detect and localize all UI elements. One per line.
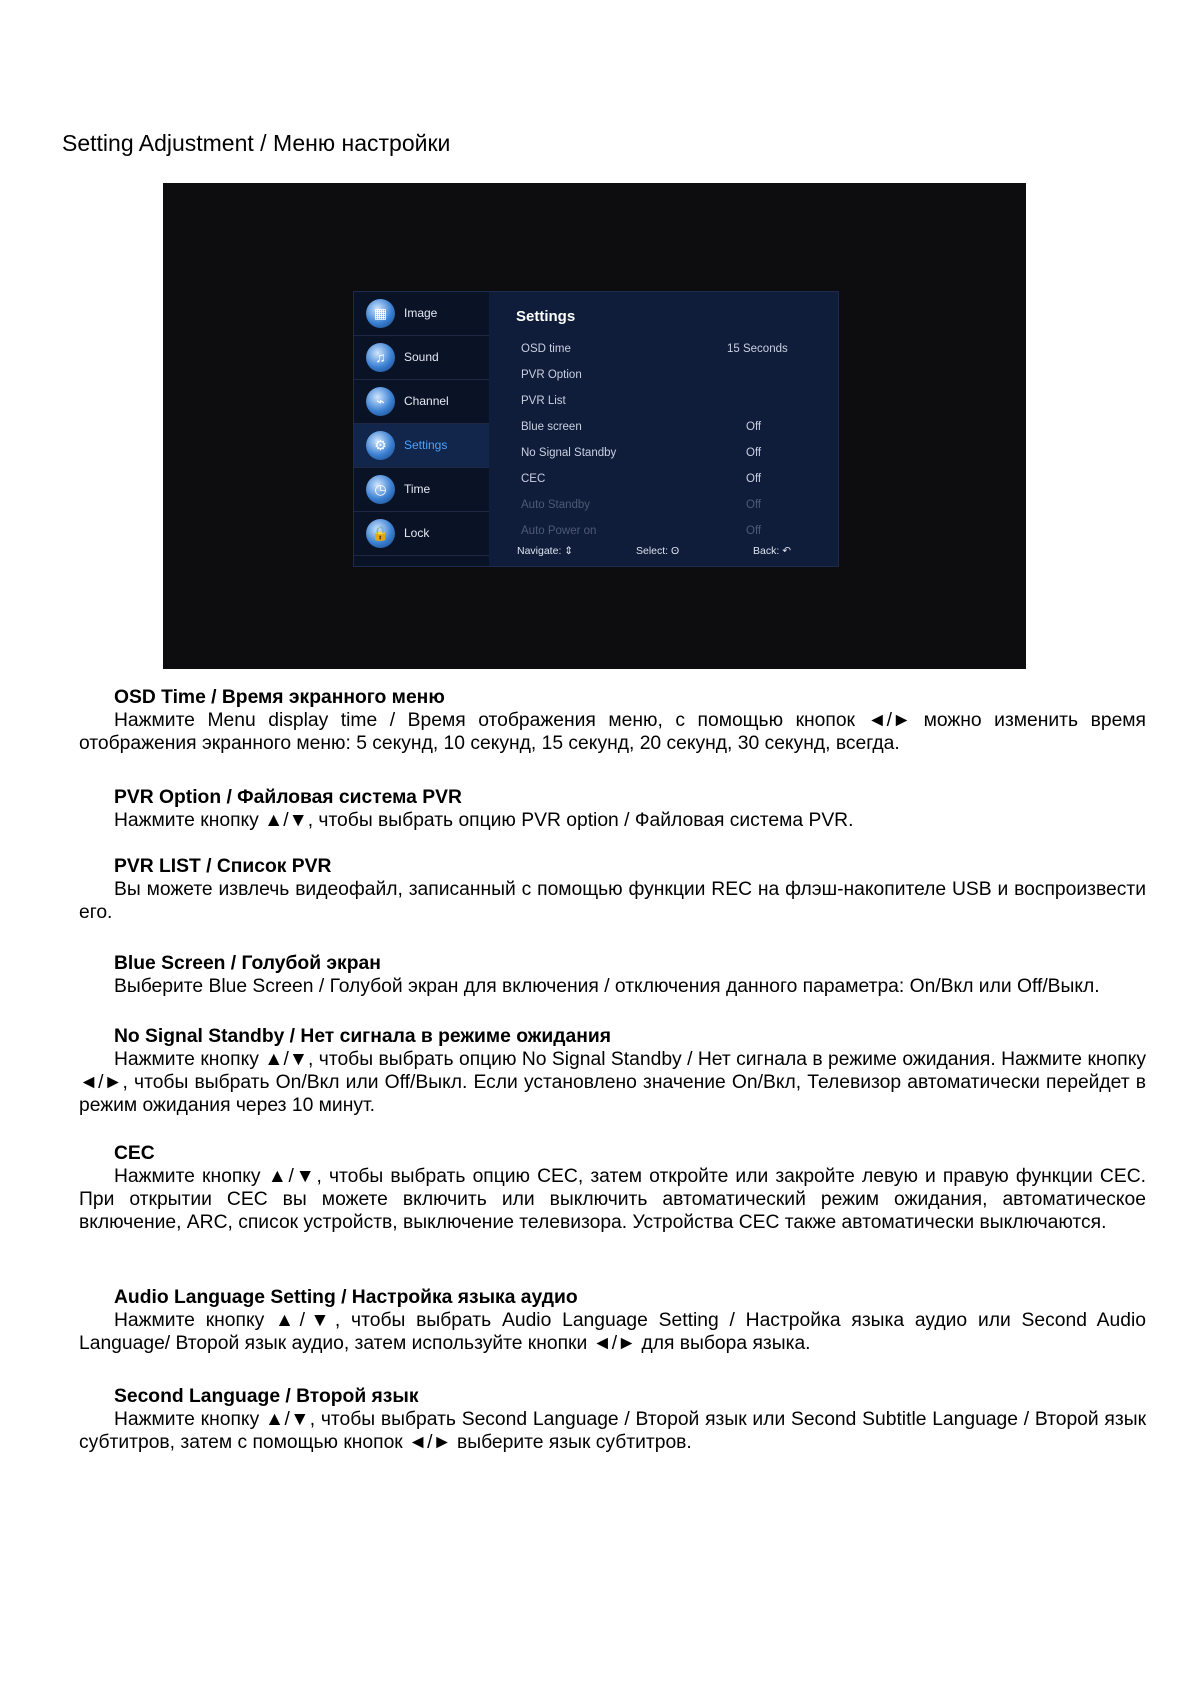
section-body: Нажмите кнопку ▲/▼, чтобы выбрать Audio Language Setting / Настройка языка аудио или Second Audio Language/ Второй язык аудио, затем используйте кнопки ◄/► для выбора языка. <box>79 1310 1146 1354</box>
section-body: Нажмите кнопку ▲/▼, чтобы выбрать опцию PVR option / Файловая система PVR. <box>114 810 854 831</box>
section-title: CEC <box>114 1143 155 1164</box>
sidebar-item-label: Settings <box>404 438 448 452</box>
section-title: OSD Time / Время экранного меню <box>114 687 445 708</box>
setting-row-blue-screen[interactable] <box>521 421 821 433</box>
setting-row-auto-power-on <box>521 525 821 537</box>
navigate-hint: Navigate: ⇕ <box>517 545 574 557</box>
sidebar-item-label: Channel <box>404 394 449 408</box>
section-title: Audio Language Setting / Настройка языка аудио <box>114 1287 578 1308</box>
select-hint: Select: ʘ <box>636 545 680 557</box>
section-blue-screen <box>79 952 1146 998</box>
setting-row-cec[interactable] <box>521 473 821 485</box>
setting-label: CEC <box>521 473 546 485</box>
section-title: Blue Screen / Голубой экран <box>114 953 381 974</box>
setting-label: PVR List <box>521 395 566 407</box>
section-title: Second Language / Второй язык <box>114 1386 419 1407</box>
settings-icon: ⚙ <box>366 431 395 460</box>
setting-value: Off <box>746 421 762 433</box>
sidebar-item-sound[interactable] <box>354 336 489 380</box>
setting-row-osd-time[interactable] <box>521 343 821 355</box>
section-no-signal-standby <box>79 1025 1146 1117</box>
sidebar-item-time[interactable] <box>354 468 489 512</box>
setting-row-pvr-option[interactable] <box>521 369 821 381</box>
image-icon: ▦ <box>366 299 395 328</box>
section-cec <box>79 1142 1146 1234</box>
sidebar-item-label: Sound <box>404 350 439 364</box>
section-audio-language <box>79 1286 1146 1355</box>
tv-screenshot <box>163 183 1026 669</box>
section-body: Нажмите Menu display time / Время отображения меню, с помощью кнопок ◄/► можно изменить время отображения экранного меню: 5 секунд, 10 секунд, 15 секунд, 20 секунд, 30 секунд, всегда. <box>79 710 1146 754</box>
osd-settings-panel <box>489 292 838 566</box>
sidebar-item-label: Time <box>404 482 431 496</box>
setting-row-pvr-list[interactable] <box>521 395 821 407</box>
osd-menu <box>353 291 839 567</box>
section-pvr-option <box>79 786 1146 832</box>
section-title: PVR LIST / Список PVR <box>114 856 332 877</box>
back-hint: Back: ↶ <box>753 545 791 557</box>
setting-row-auto-standby <box>521 499 821 511</box>
setting-label: PVR Option <box>521 369 582 381</box>
setting-label: OSD time <box>521 343 571 355</box>
section-body: Нажмите кнопку ▲/▼, чтобы выбрать Second Language / Второй язык или Second Subtitle Language / Второй язык субтитров, затем с помощью кнопок ◄/► выберите язык субтитров. <box>79 1409 1146 1453</box>
section-title: No Signal Standby / Нет сигнала в режиме ожидания <box>114 1026 611 1047</box>
sidebar-item-image[interactable] <box>354 292 489 336</box>
time-icon: ◷ <box>366 475 395 504</box>
setting-label: Blue screen <box>521 421 582 433</box>
section-second-language <box>79 1385 1146 1454</box>
osd-sidebar <box>354 292 489 566</box>
section-body: Нажмите кнопку ▲/▼, чтобы выбрать опцию No Signal Standby / Нет сигнала в режиме ожидания. Нажмите кнопку ◄/►, чтобы выбрать On/Вкл или Off/Выкл. Если установлено значение On/Вкл, Телевизор автоматически перейдет в режим ожидания через 10 минут. <box>79 1049 1146 1116</box>
setting-label: Auto Power on <box>521 525 597 537</box>
setting-label: Auto Standby <box>521 499 591 511</box>
select-ok-icon: ʘ <box>671 545 680 557</box>
channel-icon: ⌁ <box>366 387 395 416</box>
section-title: PVR Option / Файловая система PVR <box>114 787 462 808</box>
lock-icon: 🔒 <box>366 519 395 548</box>
sidebar-item-channel[interactable] <box>354 380 489 424</box>
sidebar-item-label: Lock <box>404 526 430 540</box>
setting-row-no-signal-standby[interactable] <box>521 447 821 459</box>
section-body: Нажмите кнопку ▲/▼, чтобы выбрать опцию CEC, затем откройте или закройте левую и правую функции CEC. При открытии CEC вы можете включить или выключить автоматический режим ожидания, автоматическое включение, ARC, список устройств, выключение телевизора. Устройства CEC также автоматически выключаются. <box>79 1166 1146 1233</box>
sidebar-item-settings[interactable] <box>354 424 489 468</box>
sidebar-item-label: Image <box>404 306 438 320</box>
setting-value: Off <box>746 447 762 459</box>
setting-value: Off <box>746 499 762 511</box>
page-title: Setting Adjustment / Меню настройки <box>62 130 451 156</box>
setting-value: Off <box>746 473 762 485</box>
section-body: Выберите Blue Screen / Голубой экран для включения / отключения данного параметра: On/Вкл или Off/Выкл. <box>114 976 1100 997</box>
section-pvr-list <box>79 855 1146 924</box>
navigate-arrows-icon: ⇕ <box>564 545 574 557</box>
section-osd-time <box>79 686 1146 755</box>
setting-value: Off <box>746 525 762 537</box>
sound-icon: ♫ <box>366 343 395 372</box>
setting-label: No Signal Standby <box>521 447 617 459</box>
sidebar-item-lock[interactable] <box>354 512 489 556</box>
setting-value: 15 Seconds <box>727 343 788 355</box>
osd-panel-title: Settings <box>516 308 576 325</box>
back-arrow-icon: ↶ <box>782 545 791 557</box>
section-body: Вы можете извлечь видеофайл, записанный с помощью функции REC на флэш-накопителе USB и воспроизвести его. <box>79 879 1146 923</box>
